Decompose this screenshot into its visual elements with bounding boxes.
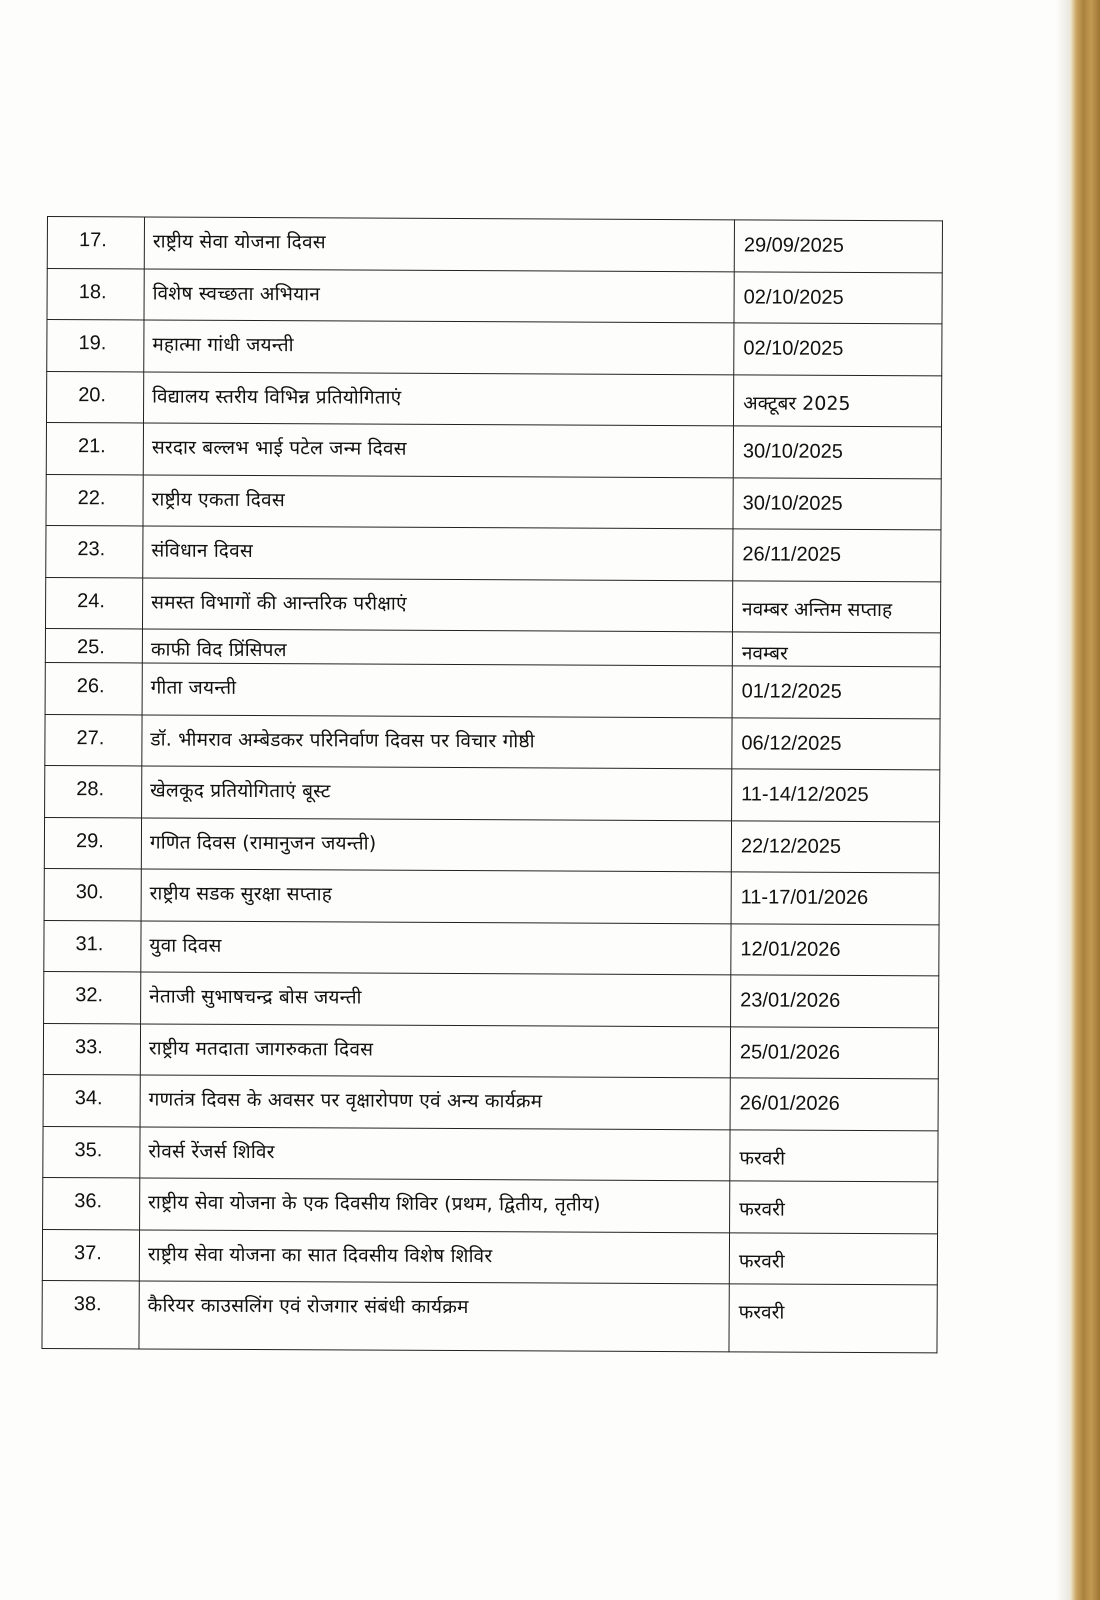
table-row bbox=[46, 474, 941, 530]
activity-date: 29/09/2025 bbox=[734, 220, 942, 273]
row-number: 23. bbox=[46, 525, 143, 577]
activity-name: युवा दिवस bbox=[141, 920, 731, 974]
page-binding-edge bbox=[1070, 0, 1100, 1600]
activity-name: गीता जयन्ती bbox=[142, 663, 732, 717]
activity-date: फरवरी bbox=[730, 1181, 938, 1234]
table-row bbox=[47, 320, 942, 376]
table-row bbox=[45, 628, 940, 666]
row-number: 20. bbox=[46, 371, 143, 423]
table-row bbox=[46, 422, 941, 478]
table-row bbox=[47, 268, 942, 324]
row-number: 35. bbox=[43, 1126, 140, 1178]
activity-name: संविधान दिवस bbox=[143, 526, 733, 580]
row-number: 27. bbox=[45, 714, 142, 766]
table-row bbox=[46, 371, 941, 427]
row-number: 26. bbox=[45, 662, 142, 714]
activity-name: काफी विद प्रिंसिपल bbox=[142, 629, 732, 666]
row-number: 17. bbox=[47, 217, 144, 269]
activity-date: 30/10/2025 bbox=[733, 426, 941, 479]
row-number: 31. bbox=[44, 920, 141, 972]
activity-date: नवम्बर अन्तिम सप्ताह bbox=[732, 580, 940, 633]
table-row bbox=[42, 1280, 937, 1352]
table-row bbox=[44, 971, 939, 1027]
row-number: 32. bbox=[44, 971, 141, 1023]
row-number: 28. bbox=[45, 765, 142, 817]
activity-name: गणित दिवस (रामानुजन जयन्ती) bbox=[141, 817, 731, 871]
table-row bbox=[43, 1023, 938, 1079]
activity-date: अक्टूबर 2025 bbox=[733, 374, 941, 427]
activity-date: 11-14/12/2025 bbox=[732, 769, 940, 822]
activity-name: राष्ट्रीय सडक सुरक्षा सप्ताह bbox=[141, 869, 731, 923]
row-number: 18. bbox=[47, 268, 144, 320]
table-row bbox=[43, 1074, 938, 1130]
row-number: 34. bbox=[43, 1074, 140, 1126]
activity-name: रोवर्स रेंजर्स शिविर bbox=[140, 1126, 730, 1180]
activity-name: कैरियर काउसलिंग एवं रोजगार संबंधी कार्यक्रम bbox=[139, 1281, 729, 1352]
activity-date: 12/01/2026 bbox=[731, 923, 939, 976]
activity-date: 02/10/2025 bbox=[734, 323, 942, 376]
activity-name: खेलकूद प्रतियोगिताएं बूस्ट bbox=[142, 766, 732, 820]
activity-name: विद्यालय स्तरीय विभिन्न प्रतियोगिताएं bbox=[143, 371, 733, 425]
page-edge-shadow bbox=[1056, 0, 1070, 1600]
table-row bbox=[43, 1177, 938, 1233]
activity-date: नवम्बर bbox=[732, 632, 940, 667]
table-row bbox=[44, 868, 939, 924]
activity-name: सरदार बल्लभ भाई पटेल जन्म दिवस bbox=[143, 423, 733, 477]
row-number: 30. bbox=[44, 868, 141, 920]
activity-name: राष्ट्रीय सेवा योजना का सात दिवसीय विशेष शिविर bbox=[139, 1229, 729, 1283]
row-number: 33. bbox=[43, 1023, 140, 1075]
activity-name: समस्त विभागों की आन्तरिक परीक्षाएं bbox=[142, 577, 732, 631]
row-number: 25. bbox=[45, 628, 142, 662]
activity-date: 26/01/2026 bbox=[730, 1078, 938, 1131]
row-number: 37. bbox=[42, 1229, 139, 1281]
activity-date: 23/01/2026 bbox=[731, 975, 939, 1028]
activity-name: गणतंत्र दिवस के अवसर पर वृक्षारोपण एवं अन्य कार्यक्रम bbox=[140, 1075, 730, 1129]
table-row bbox=[45, 577, 940, 633]
schedule-table bbox=[41, 216, 943, 1353]
activity-date: 25/01/2026 bbox=[730, 1026, 938, 1079]
activity-name: राष्ट्रीय एकता दिवस bbox=[143, 474, 733, 528]
activity-date: 02/10/2025 bbox=[734, 271, 942, 324]
row-number: 38. bbox=[42, 1280, 139, 1348]
activity-name: डॉ. भीमराव अम्बेडकर परिनिर्वाण दिवस पर विचार गोष्ठी bbox=[142, 714, 732, 768]
activity-date: फरवरी bbox=[730, 1129, 938, 1182]
row-number: 24. bbox=[45, 577, 142, 629]
activity-name: नेताजी सुभाषचन्द्र बोस जयन्ती bbox=[141, 972, 731, 1026]
table-row bbox=[45, 662, 940, 718]
table-row bbox=[44, 817, 939, 873]
activity-name: राष्ट्रीय सेवा योजना के एक दिवसीय शिविर (प्रथम, द्वितीय, तृतीय) bbox=[140, 1178, 730, 1232]
activity-date: 22/12/2025 bbox=[731, 820, 939, 873]
row-number: 36. bbox=[43, 1177, 140, 1229]
schedule-table-wrapper bbox=[41, 216, 942, 1353]
activity-date: फरवरी bbox=[729, 1232, 937, 1285]
table-row bbox=[45, 714, 940, 770]
row-number: 29. bbox=[44, 817, 141, 869]
activity-date: 01/12/2025 bbox=[732, 666, 940, 719]
activity-name: महात्मा गांधी जयन्ती bbox=[144, 320, 734, 374]
activity-name: विशेष स्वच्छता अभियान bbox=[144, 268, 734, 322]
row-number: 22. bbox=[46, 474, 143, 526]
activity-name: राष्ट्रीय सेवा योजना दिवस bbox=[144, 217, 734, 271]
table-row bbox=[43, 1126, 938, 1182]
activity-date: फरवरी bbox=[729, 1284, 937, 1353]
table-row bbox=[45, 765, 940, 821]
activity-date: 06/12/2025 bbox=[732, 717, 940, 770]
table-row bbox=[44, 920, 939, 976]
table-row bbox=[47, 217, 942, 273]
activity-date: 26/11/2025 bbox=[733, 529, 941, 582]
activity-name: राष्ट्रीय मतदाता जागरुकता दिवस bbox=[140, 1023, 730, 1077]
activity-date: 11-17/01/2026 bbox=[731, 872, 939, 925]
row-number: 19. bbox=[47, 320, 144, 372]
table-row bbox=[42, 1229, 937, 1285]
row-number: 21. bbox=[46, 422, 143, 474]
activity-date: 30/10/2025 bbox=[733, 477, 941, 530]
table-row bbox=[46, 525, 941, 581]
